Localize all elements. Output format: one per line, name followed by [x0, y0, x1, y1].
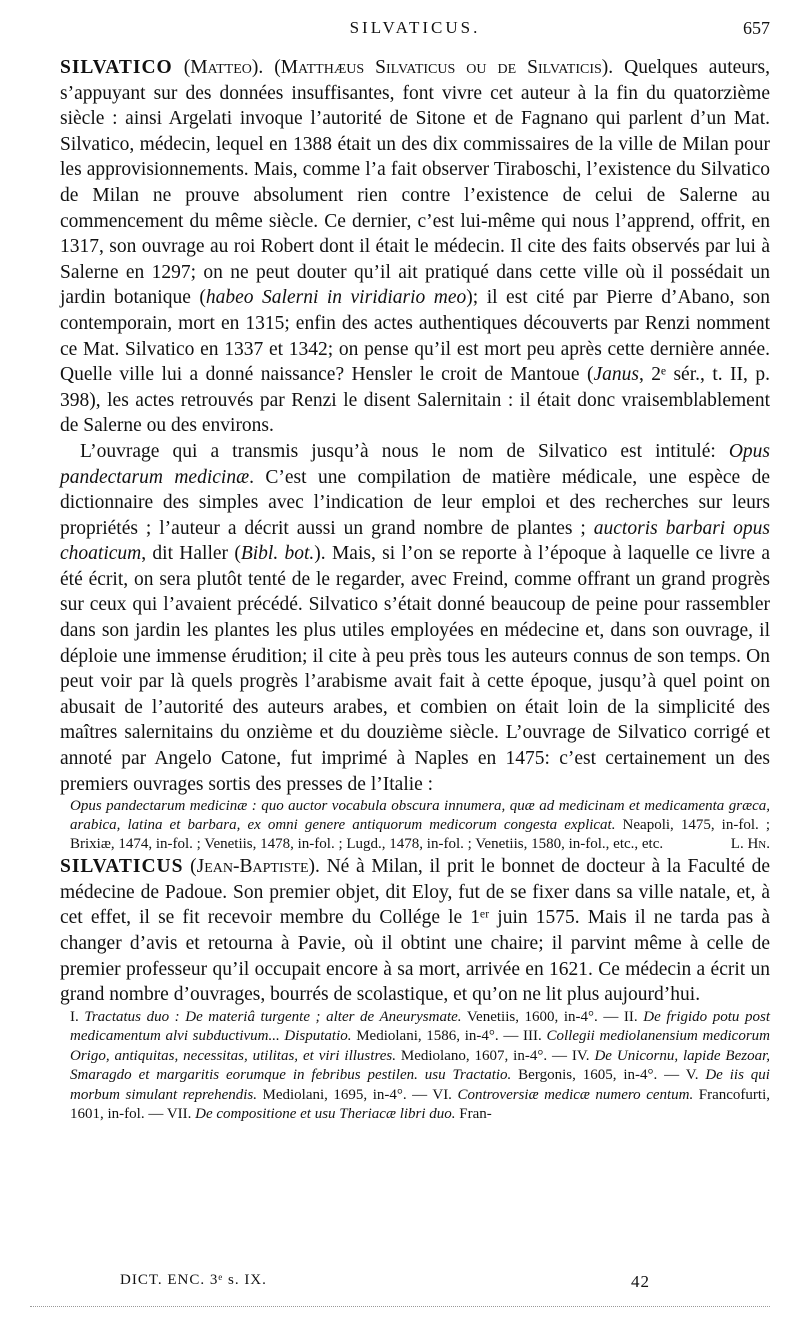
headword-silvatico: SILVATICO — [60, 57, 173, 78]
volume-signature: DICT. ENC. 3ᵉ s. IX. — [120, 1272, 267, 1288]
bibliography-silvatico: Opus pandectarum medicinæ : quo auctor vocabula obscura innumera, quæ ad medicinam et medicamenta græca, arabica, latina et barbara, ex omni genere antiquorum medicorum congesta explicat. Neapoli, 1475, in-fol. ; Brixiæ, 1474, in-fol. ; Venetiis, 1478, in-fol. ; Lugd., 1478, in-fol. ; Venetiis, 1580, in-fol., etc., etc. L. Hn. — [70, 798, 770, 853]
page-footer — [120, 1272, 650, 1289]
page-number: 657 — [743, 18, 770, 38]
running-head: SILVATICUS. — [349, 18, 481, 37]
entry-silvatico-intro: SILVATICO (Matteo). (Matthæus Silvaticus ou de Silvaticis). Quelques auteurs, s’appuyant sur des données insuffisantes, font vivre cet auteur à la fin du quatorzième siècle : ainsi Argelati invoque l’autorité de Sitone et de Fagnano qui parlent d’un Mat. Silvatico, médecin, lequel en 1388 était un des dix commissaires de la ville de Milan pour les approvisionnements. Mais, comme l’a fait observer Tiraboschi, l’existence du Silvatico de Milan ne prouve absolument rien contre l’existence de celui de Salerne au commencement du même siècle. Ce dernier, c’est lui-même qui nous l’apprend, offrit, en 1317, son ouvrage au roi Robert dont il était le médecin. Il cite des faits observés par lui à Salerne en 1297; on ne peut douter qu’il ait pratiqué dans cette ville où il possédait un jardin botanique (habeo Salerni in viridiario meo); il est cité par Pierre d’Abano, son contemporain, mort en 1315; enfin des actes authentiques découverts par Renzi nomment ce Mat. Silvatico en 1337 et 1342; on pense qu’il est mort peu après cette dernière année. Quelle ville lui a donné naissance? Hensler le croit de Mantoue (Janus, 2ᵉ sér., t. II, p. 398), les actes retrouvés par Renzi le disent Salernitain : il était donc vraisemblablement de Salerne ou des environs. — [60, 57, 770, 437]
page-header — [60, 18, 770, 44]
article-body — [60, 55, 770, 1125]
works-list: I. Tractatus duo : De materiâ turgente ; alter de Aneurysmate. Venetiis, 1600, in-4°. — II. De frigido potu post medicamentum alvi subductivum... Disputatio. Mediolani, 1586, in-4°. — III. Collegii mediolanensium medicorum Origo, antiquitas, necessitas, utilitas, et viri illustres. Mediolano, 1607, in-4°. — IV. De Unicornu, lapide Bezoar, Smaragdo et margaritis eorumque in febribus pestilen. usu Tractatio. Bergonis, 1605, in-4°. — V. De iis qui morbum simulant reprehendis. Mediolani, 1695, in-4°. — VI. Controversiæ medicæ numero centum. Francofurti, 1601, in-fol. — VII. De compositione et usu Theriacæ libri duo. Fran- — [70, 1008, 771, 1123]
entry-silvatico-work: L’ouvrage qui a transmis jusqu’à nous le nom de Silvatico est intitulé: Opus pandectarum medicinæ. C’est une compilation de matière médicale, une espèce de dictionnaire des simples avec l’indication de leur emploi et des recherches sur leurs propriétés ; l’auteur a décrit aussi un grand nombre de plantes ; auctoris barbari opus choaticum, dit Haller (Bibl. bot.). Mais, si l’on se reporte à l’époque à laquelle ce livre a été écrit, on sera plutôt tenté de le regarder, avec Freind, comme offrant un grand progrès sur ceux qui l’avaient précédé. Silvatico s’était donné beaucoup de peine pour rassembler dans son jardin les plantes les plus utiles employées en médecine et, dans son ouvrage, il déploie une immense érudition; il cite à peu près tous les auteurs connus de son temps. On peut voir par là quels progrès l’arabisme avait fait à cette époque, jusqu’à quel point on abusait de l’autorité des auteurs arabes, et combien on était loin de la simplicité des maîtres salernitains du onzième et du douzième siècle. L’ouvrage de Silvatico corrigé et annoté par Angelo Catone, fut imprimé à Naples en 1475: c’est certainement un des premiers ouvrages sortis des presses de l’Italie : — [60, 440, 770, 795]
headword-silvaticus: SILVATICUS — [60, 856, 184, 878]
entry-names: (Jean-Baptiste). — [190, 856, 320, 878]
gathering-number: 42 — [631, 1272, 650, 1291]
bottom-rule — [30, 1306, 770, 1307]
entry-silvaticus: SILVATICUS (Jean-Baptiste). Né à Milan, il prit le bonnet de docteur à la Faculté de médecine de Padoue. Son premier objet, dit Eloy, fut de se fixer dans sa ville natale, et, à cet effet, il se fit recevoir membre du Collége le 1ᵉʳ juin 1575. Mais il ne tarda pas à changer d’avis et retourna à Pavie, où il obtint une chaire; il parvint même à celle de premier professeur qu’il occupait encore à sa mort, arrivée en 1621. Ce médecin a écrit un grand nombre d’ouvrages, bourrés de scolastique, et qu’on ne lit plus aujourd’hui. — [60, 856, 771, 1006]
author-signature: L. Hn. — [730, 836, 770, 853]
entry-names: (Matteo). (Matthæus Silvaticus ou de Silvaticis). — [183, 57, 614, 78]
